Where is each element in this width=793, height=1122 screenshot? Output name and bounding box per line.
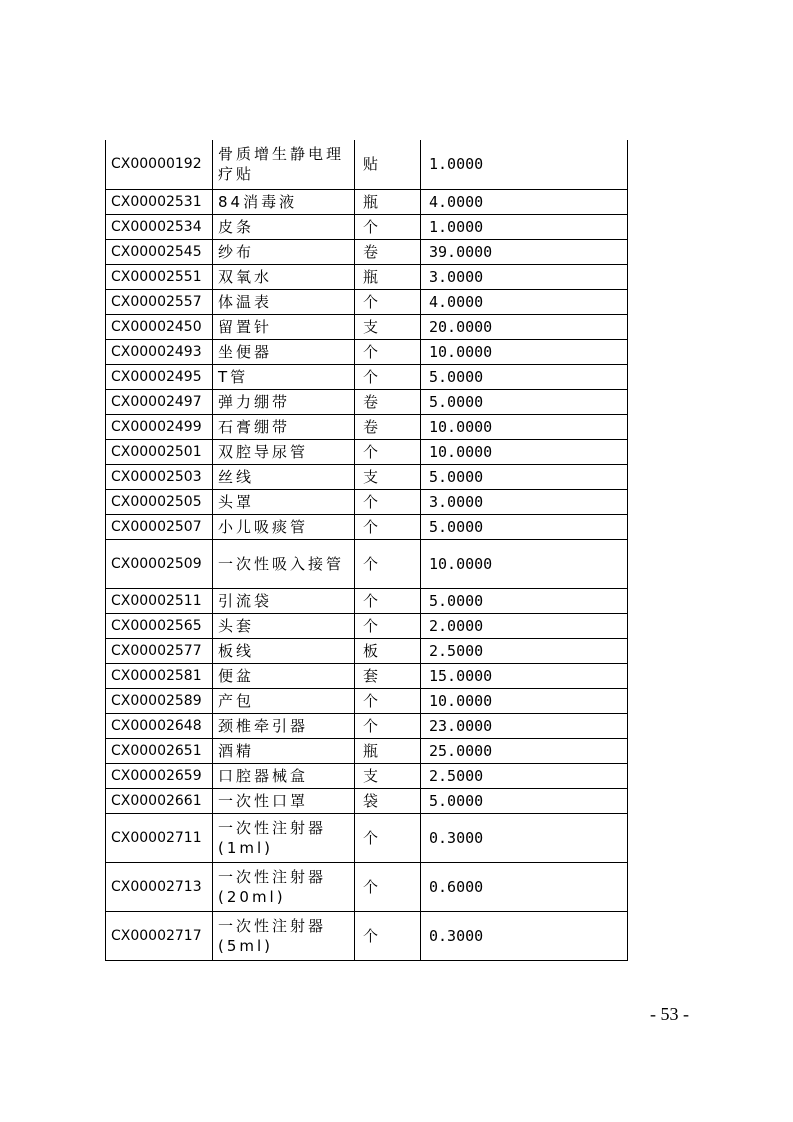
item-code: CX00002499 [106,414,213,439]
item-code: CX00002577 [106,638,213,663]
item-quantity: 5.0000 [421,364,628,389]
item-code: CX00002534 [106,214,213,239]
table-row [106,264,628,289]
table-row [106,364,628,389]
item-name: 留置针 [213,314,355,339]
item-quantity: 5.0000 [421,389,628,414]
table-row [106,339,628,364]
item-quantity: 5.0000 [421,788,628,813]
item-quantity: 5.0000 [421,588,628,613]
item-quantity: 0.3000 [421,911,628,960]
table-row [106,214,628,239]
item-unit: 个 [355,813,421,862]
table-row [106,663,628,688]
item-name: 颈椎牵引器 [213,713,355,738]
item-name: 84消毒液 [213,189,355,214]
table-row [106,389,628,414]
item-quantity: 10.0000 [421,439,628,464]
item-unit: 卷 [355,239,421,264]
page-number: - 53 - [650,1004,689,1024]
item-name: 丝线 [213,464,355,489]
item-unit: 个 [355,439,421,464]
item-name: 口腔器械盒 [213,763,355,788]
item-unit: 支 [355,464,421,489]
item-unit: 卷 [355,389,421,414]
item-name: 一次性口罩 [213,788,355,813]
item-quantity: 20.0000 [421,314,628,339]
item-quantity: 10.0000 [421,688,628,713]
item-code: CX00002565 [106,613,213,638]
table-row [106,489,628,514]
item-name: 双氧水 [213,264,355,289]
table-row [106,464,628,489]
item-name: 体温表 [213,289,355,314]
item-code: CX00002711 [106,813,213,862]
item-unit: 个 [355,214,421,239]
item-unit: 个 [355,713,421,738]
table-row [106,613,628,638]
item-name: 双腔导尿管 [213,439,355,464]
item-name: 一次性注射器(20ml) [213,862,355,911]
item-name: 纱布 [213,239,355,264]
item-code: CX00002661 [106,788,213,813]
item-code: CX00002589 [106,688,213,713]
item-quantity: 2.5000 [421,638,628,663]
item-code: CX00002545 [106,239,213,264]
item-code: CX00002557 [106,289,213,314]
table-row [106,813,628,862]
item-unit: 个 [355,289,421,314]
table-row [106,289,628,314]
item-code: CX00002497 [106,389,213,414]
item-name: T管 [213,364,355,389]
item-unit: 支 [355,763,421,788]
item-unit: 个 [355,364,421,389]
item-unit: 个 [355,613,421,638]
item-unit: 板 [355,638,421,663]
item-quantity: 4.0000 [421,189,628,214]
item-quantity: 2.0000 [421,613,628,638]
item-code: CX00002493 [106,339,213,364]
item-unit: 个 [355,911,421,960]
item-unit: 袋 [355,788,421,813]
item-quantity: 0.3000 [421,813,628,862]
item-quantity: 10.0000 [421,414,628,439]
item-quantity: 1.0000 [421,140,628,189]
item-unit: 贴 [355,140,421,189]
item-unit: 瓶 [355,738,421,763]
item-quantity: 4.0000 [421,289,628,314]
item-name: 引流袋 [213,588,355,613]
item-code: CX00002713 [106,862,213,911]
item-quantity: 3.0000 [421,489,628,514]
item-quantity: 3.0000 [421,264,628,289]
table-row [106,788,628,813]
item-name: 一次性注射器(5ml) [213,911,355,960]
item-code: CX00002511 [106,588,213,613]
item-code: CX00002531 [106,189,213,214]
table-row [106,189,628,214]
item-code: CX00002551 [106,264,213,289]
item-code: CX00000192 [106,140,213,189]
table-row [106,514,628,539]
item-name: 板线 [213,638,355,663]
item-code: CX00002717 [106,911,213,960]
item-quantity: 25.0000 [421,738,628,763]
table-row [106,713,628,738]
item-name: 坐便器 [213,339,355,364]
item-unit: 瓶 [355,264,421,289]
item-code: CX00002648 [106,713,213,738]
item-code: CX00002659 [106,763,213,788]
table-row [106,638,628,663]
item-name: 酒精 [213,738,355,763]
item-unit: 个 [355,539,421,588]
item-unit: 个 [355,688,421,713]
item-name: 小儿吸痰管 [213,514,355,539]
table-row [106,140,628,189]
item-quantity: 5.0000 [421,464,628,489]
table-row [106,738,628,763]
item-name: 皮条 [213,214,355,239]
item-quantity: 1.0000 [421,214,628,239]
table-row [106,414,628,439]
item-quantity: 23.0000 [421,713,628,738]
item-quantity: 10.0000 [421,339,628,364]
item-code: CX00002495 [106,364,213,389]
item-unit: 瓶 [355,189,421,214]
item-code: CX00002651 [106,738,213,763]
item-name: 一次性吸入接管 [213,539,355,588]
item-unit: 套 [355,663,421,688]
item-unit: 个 [355,489,421,514]
item-quantity: 39.0000 [421,239,628,264]
table-row [106,862,628,911]
item-quantity: 15.0000 [421,663,628,688]
table-row [106,239,628,264]
item-name: 头罩 [213,489,355,514]
item-code: CX00002450 [106,314,213,339]
item-name: 产包 [213,688,355,713]
item-unit: 个 [355,514,421,539]
table-row [106,439,628,464]
item-name: 弹力绷带 [213,389,355,414]
item-unit: 个 [355,339,421,364]
item-name: 石膏绷带 [213,414,355,439]
item-unit: 个 [355,588,421,613]
table-row [106,911,628,960]
table-row [106,588,628,613]
item-quantity: 2.5000 [421,763,628,788]
table-row [106,539,628,588]
item-quantity: 0.6000 [421,862,628,911]
item-quantity: 5.0000 [421,514,628,539]
item-name: 头套 [213,613,355,638]
item-name: 便盆 [213,663,355,688]
item-unit: 个 [355,862,421,911]
item-code: CX00002507 [106,514,213,539]
table-row [106,688,628,713]
table-row [106,314,628,339]
item-name: 骨质增生静电理疗贴 [213,140,355,189]
item-unit: 卷 [355,414,421,439]
supplies-table [105,140,628,961]
item-code: CX00002503 [106,464,213,489]
supplies-table-body [106,140,628,960]
item-code: CX00002501 [106,439,213,464]
item-code: CX00002509 [106,539,213,588]
item-code: CX00002581 [106,663,213,688]
item-unit: 支 [355,314,421,339]
item-quantity: 10.0000 [421,539,628,588]
item-code: CX00002505 [106,489,213,514]
table-row [106,763,628,788]
item-name: 一次性注射器(1ml) [213,813,355,862]
